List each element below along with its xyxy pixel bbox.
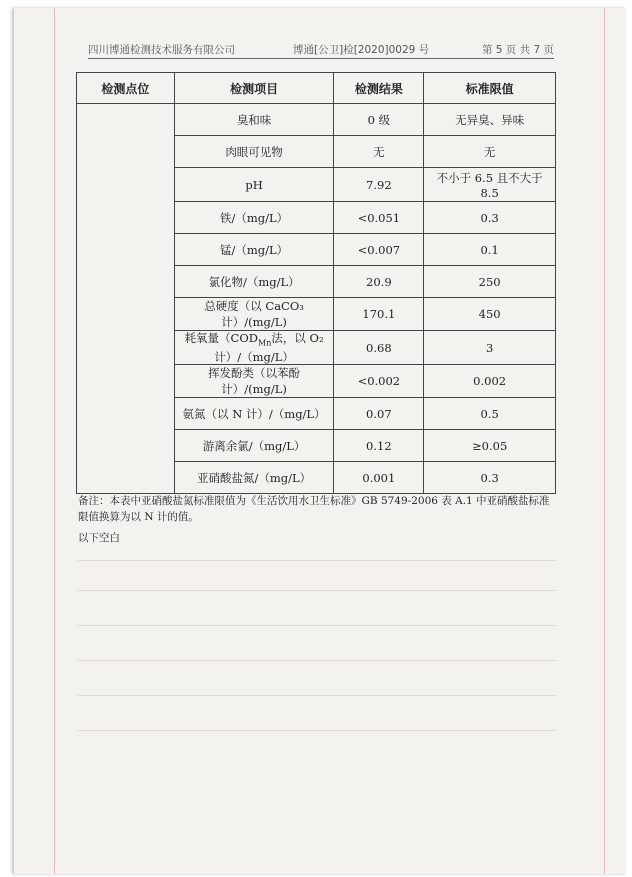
result-cell: <0.051	[334, 202, 424, 234]
bleed-line	[78, 695, 556, 696]
limit-cell: 不小于 6.5 且不大于 8.5	[424, 168, 556, 202]
table-header-row	[77, 73, 556, 104]
result-cell: <0.002	[334, 365, 424, 398]
item-cell	[174, 331, 334, 365]
result-cell: 20.9	[334, 266, 424, 298]
result-cell: 170.1	[334, 298, 424, 331]
limit-cell: 0.3	[424, 202, 556, 234]
page-header	[88, 40, 554, 59]
result-cell: 0.07	[334, 398, 424, 430]
header-cell: 标准限值	[424, 73, 556, 104]
blank-marker: 以下空白	[78, 532, 120, 544]
item-cell: 亚硝酸盐氮/（mg/L）	[174, 462, 334, 494]
result-cell: 无	[334, 136, 424, 168]
result-cell: 0 级	[334, 104, 424, 136]
limit-cell: 0.002	[424, 365, 556, 398]
result-cell: 7.92	[334, 168, 424, 202]
item-cell: 肉眼可见物	[174, 136, 334, 168]
item-text-rest: 法，以 O₂ 计）/（mg/L）	[214, 331, 324, 365]
bleed-line	[78, 560, 556, 561]
bleed-line	[78, 625, 556, 626]
item-cell: pH	[174, 168, 334, 202]
bleed-line	[78, 590, 556, 591]
item-cell: 氯化物/（mg/L）	[174, 266, 334, 298]
margin-line	[54, 8, 55, 874]
limit-cell: 无	[424, 136, 556, 168]
item-cell: 臭和味	[174, 104, 334, 136]
header-cell: 检测点位	[77, 73, 175, 104]
header-cell: 检测结果	[334, 73, 424, 104]
result-cell: <0.007	[334, 234, 424, 266]
limit-cell: 0.3	[424, 462, 556, 494]
item-cell: 总硬度（以 CaCO₃ 计）/(mg/L)	[174, 298, 334, 331]
result-cell: 0.001	[334, 462, 424, 494]
results-table	[76, 72, 556, 494]
result-cell: 0.68	[334, 331, 424, 365]
limit-cell: 0.5	[424, 398, 556, 430]
bleed-line	[78, 730, 556, 731]
item-text: 耗氧量（COD	[184, 331, 259, 345]
item-cell: 锰/（mg/L）	[174, 234, 334, 266]
page-number: 第 5 页 共 7 页	[481, 44, 554, 56]
limit-cell: 250	[424, 266, 556, 298]
item-cell: 铁/（mg/L）	[174, 202, 334, 234]
limit-cell: ≥0.05	[424, 430, 556, 462]
site-cell	[77, 104, 175, 494]
header-cell: 检测项目	[174, 73, 334, 104]
limit-cell: 450	[424, 298, 556, 331]
item-cell: 挥发酚类（以苯酚计）/(mg/L)	[174, 365, 334, 398]
item-subscript: Mn	[258, 338, 272, 348]
table-row	[77, 104, 556, 136]
limit-cell: 0.1	[424, 234, 556, 266]
limit-cell: 3	[424, 331, 556, 365]
item-cell: 游离余氯/（mg/L）	[174, 430, 334, 462]
item-cell: 氨氮（以 N 计）/（mg/L）	[174, 398, 334, 430]
margin-line	[604, 8, 605, 874]
table-note: 备注：本表中亚硝酸盐氮标准限值为《生活饮用水卫生标准》GB 5749-2006 表 A.1 中亚硝酸盐标准限值换算为以 N 计的值。	[78, 495, 550, 523]
report-number: 博通[公卫]检[2020]0029 号	[293, 44, 430, 56]
result-cell: 0.12	[334, 430, 424, 462]
bleed-line	[78, 660, 556, 661]
company-name: 四川博通检测技术服务有限公司	[88, 44, 235, 56]
limit-cell: 无异臭、异味	[424, 104, 556, 136]
